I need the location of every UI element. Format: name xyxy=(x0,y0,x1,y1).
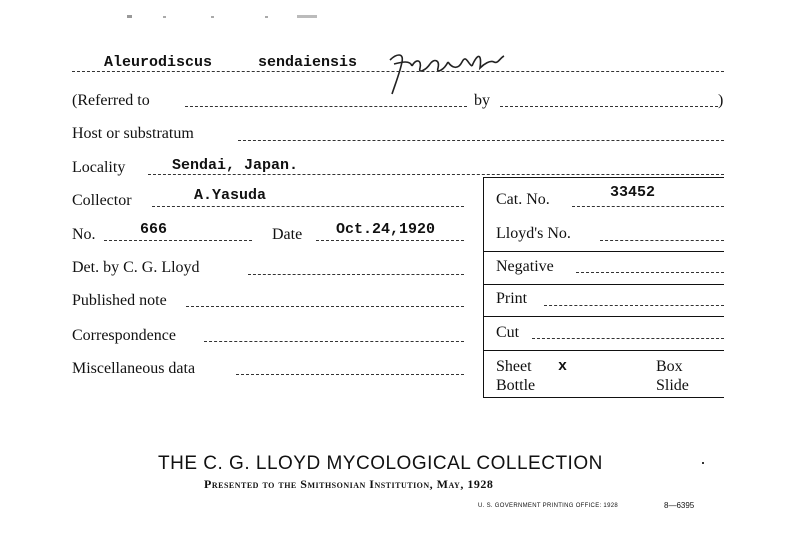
published-note-line xyxy=(186,306,464,307)
negative-line xyxy=(576,272,724,273)
bottle-label: Bottle xyxy=(496,377,536,394)
correspondence-label: Correspondence xyxy=(72,327,176,344)
published-note-label: Published note xyxy=(72,292,167,309)
miscellaneous-label: Miscellaneous data xyxy=(72,360,196,377)
collection-title: THE C. G. LLOYD MYCOLOGICAL COLLECTION xyxy=(158,453,603,474)
referred-to-label: (Referred to xyxy=(72,92,150,109)
printing-office-note: U. S. GOVERNMENT PRINTING OFFICE: 1928 xyxy=(478,503,618,509)
species-line xyxy=(72,71,724,72)
locality-label: Locality xyxy=(72,159,126,176)
date-value: Oct.24,1920 xyxy=(336,221,436,238)
sheet-label: Sheet xyxy=(496,358,532,375)
cat-no-value: 33452 xyxy=(610,184,656,201)
species-genus: Aleurodiscus xyxy=(104,54,213,71)
box-divider-2 xyxy=(483,284,724,285)
collection-subtitle: Presented to the Smithsonian Institution, May, 1928 xyxy=(204,477,494,491)
closing-paren: ) xyxy=(718,92,724,109)
box-label: Box xyxy=(656,358,683,375)
referred-to-line xyxy=(185,106,467,107)
lloyds-no-line xyxy=(600,240,724,241)
cat-no-label: Cat. No. xyxy=(496,191,550,208)
date-line xyxy=(316,240,464,241)
locality-value: Sendai, Japan. xyxy=(172,157,299,174)
cut-line xyxy=(532,338,724,339)
print-line xyxy=(544,305,724,306)
collector-label: Collector xyxy=(72,192,132,209)
negative-label: Negative xyxy=(496,258,554,275)
no-label: No. xyxy=(72,226,96,243)
box-bottom-border xyxy=(483,397,724,398)
box-top-border xyxy=(483,177,724,178)
form-number: 8—6395 xyxy=(664,501,695,510)
lloyds-no-label: Lloyd's No. xyxy=(496,225,571,242)
no-value: 666 xyxy=(140,221,168,238)
det-by-line xyxy=(248,274,464,275)
print-label: Print xyxy=(496,290,528,307)
det-by-label: Det. by C. G. Lloyd xyxy=(72,259,200,276)
slide-label: Slide xyxy=(656,377,689,394)
collector-line xyxy=(152,206,464,207)
sheet-mark: x xyxy=(558,358,568,375)
by-label: by xyxy=(474,92,490,109)
footer-dot xyxy=(702,462,704,464)
collector-value: A.Yasuda xyxy=(194,187,267,204)
locality-line xyxy=(148,174,724,175)
cut-label: Cut xyxy=(496,324,520,341)
by-line xyxy=(500,106,718,107)
top-scan-marks xyxy=(125,8,325,14)
cat-no-line xyxy=(572,206,724,207)
correspondence-line xyxy=(204,341,464,342)
host-label: Host or substratum xyxy=(72,125,194,142)
box-divider-1 xyxy=(483,251,724,252)
no-line xyxy=(104,240,252,241)
host-line xyxy=(238,140,724,141)
box-left-border xyxy=(483,177,484,397)
scan-marks-graphic xyxy=(125,13,325,21)
miscellaneous-line xyxy=(236,374,464,375)
box-divider-4 xyxy=(483,350,724,351)
species-epithet: sendaiensis xyxy=(258,54,358,71)
box-divider-3 xyxy=(483,316,724,317)
date-label: Date xyxy=(272,226,303,243)
